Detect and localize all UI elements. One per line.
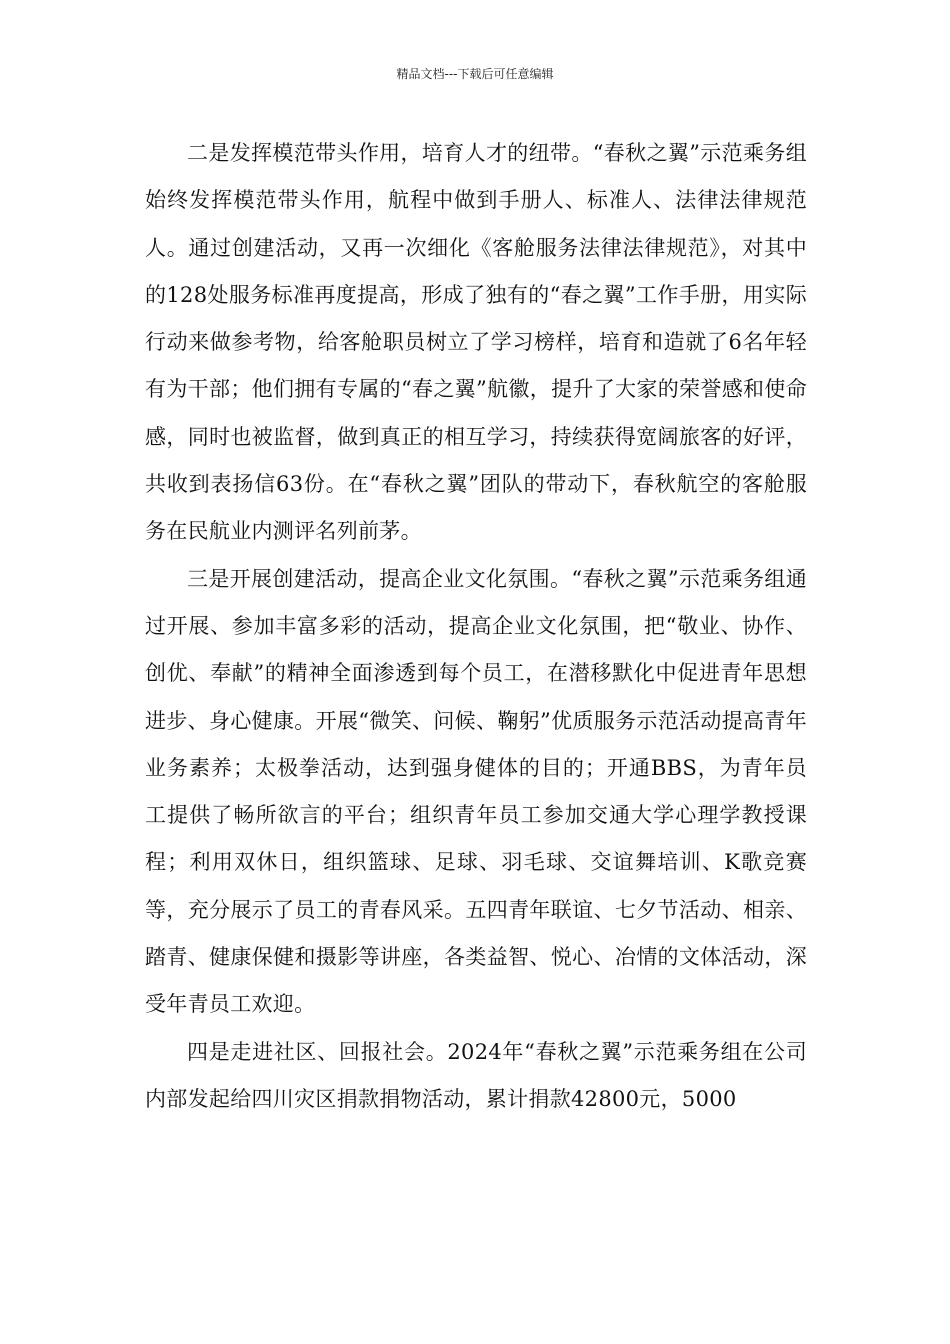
paragraph-role-model: 二是发挥模范带头作用，培育人才的纽带。“春秋之翼”示范乘务组始终发挥模范带头作用，航程中做到手册人、标准人、法律法律规范人。通过创建活动，又再一次细化《客舱服务法律法律规范》，对其中的128处服务标准再度提高，形成了独有的“春之翼”工作手册，用实际行动来做参考物，给客舱职员树立了学习榜样，培育和造就了6名年轻有为干部；他们拥有专属的“春之翼”航徽，提升了大家的荣誉感和使命感，同时也被监督，做到真正的相互学习，持续获得宽阔旅客的好评，共收到表扬信63份。在“春秋之翼”团队的带动下，春秋航空的客舱服务在民航业内测评名列前茅。 [145, 141, 807, 544]
paragraph-community-service: 四是走进社区、回报社会。2024年“春秋之翼”示范乘务组在公司内部发起给四川灾区捐款捐物活动，累计捐款42800元，5000 [145, 1039, 807, 1111]
paragraph-culture-activities: 三是开展创建活动，提高企业文化氛围。“春秋之翼”示范乘务组通过开展、参加丰富多彩的活动，提高企业文化氛围，把“敬业、协作、创优、奉献”的精神全面渗透到每个员工，在潜移默化中促进青年思想进步、身心健康。开展“微笑、问候、鞠躬”优质服务示范活动提高青年业务素养；太极拳活动，达到强身健体的目的；开通BBS，为青年员工提供了畅所欲言的平台；组织青年员工参加交通大学心理学教授课程；利用双休日，组织篮球、足球、羽毛球、交谊舞培训、K歌竞赛等，充分展示了员工的青春风采。五四青年联谊、七夕节活动、相亲、踏青、健康保健和摄影等讲座，各类益智、悦心、冶情的文体活动，深受年青员工欢迎。 [145, 566, 807, 1017]
page-header: 精品文档---下载后可任意编辑 [396, 67, 554, 81]
document-body [145, 130, 807, 1123]
